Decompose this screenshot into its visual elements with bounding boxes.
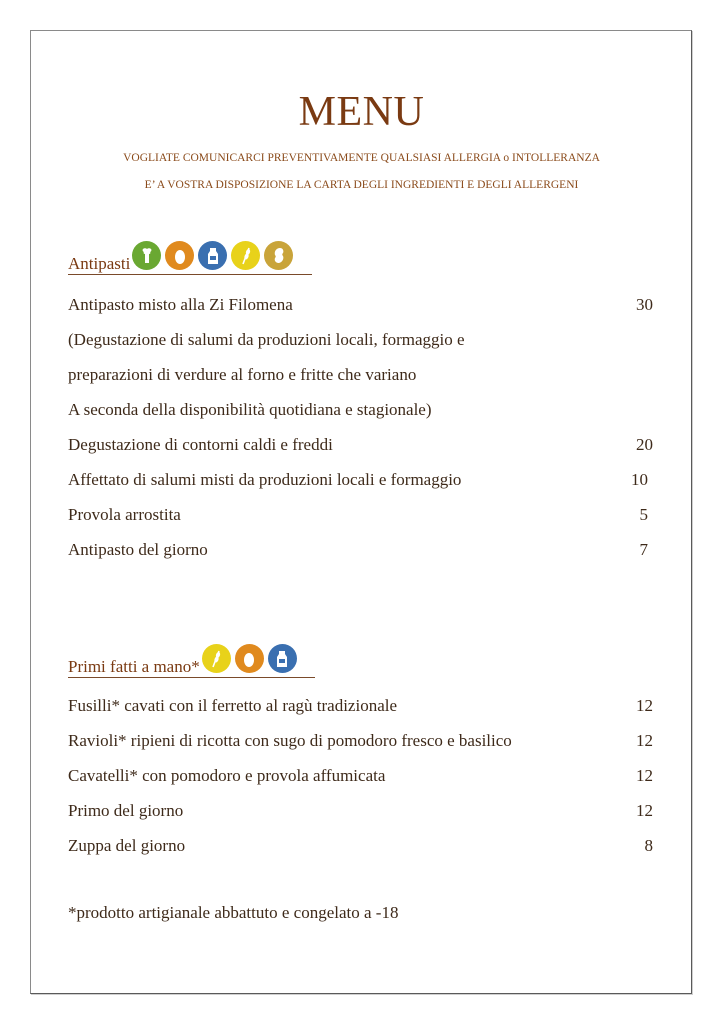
gluten-icon [231, 241, 260, 270]
item-price: 30 [636, 295, 653, 314]
menu-item [68, 433, 653, 457]
item-name: Primo del giorno [68, 801, 184, 820]
ingredients-notice: E’ A VOSTRA DISPOSIZIONE LA CARTA DEGLI INGREDIENTI E DEGLI ALLERGENI [144, 179, 579, 191]
menu-item [68, 293, 653, 317]
item-price: 12 [636, 766, 653, 785]
item-price: 20 [636, 435, 653, 454]
item-name: Affettato di salumi misti da produzioni locali e formaggio [68, 470, 462, 489]
menu-item [68, 328, 653, 352]
menu-item [68, 729, 653, 753]
milk-icon [268, 644, 297, 673]
menu-item [68, 398, 653, 422]
menu-item [68, 694, 653, 718]
item-name: Zuppa del giorno [68, 836, 186, 855]
item-description: preparazioni di verdure al forno e fritte che variano [68, 365, 417, 384]
allergen-icons [132, 241, 293, 270]
menu-item [68, 834, 653, 858]
item-name: Ravioli* ripieni di ricotta con sugo di pomodoro fresco e basilico [68, 731, 512, 750]
menu-item [68, 764, 653, 788]
menu-item [68, 363, 653, 387]
peanut-icon [264, 241, 293, 270]
item-name: Antipasto del giorno [68, 540, 208, 559]
section-heading-antipasti [68, 241, 312, 275]
item-price: 7 [639, 540, 648, 559]
menu-item [68, 538, 648, 562]
menu-item [68, 799, 653, 823]
item-description: A seconda della disponibilità quotidiana e stagionale) [68, 400, 432, 419]
egg-icon [235, 644, 264, 673]
item-name: Fusilli* cavati con il ferretto al ragù tradizionale [68, 696, 398, 715]
item-name: Cavatelli* con pomodoro e provola affumicata [68, 766, 386, 785]
page-title: MENU [298, 89, 425, 135]
item-price: 12 [636, 731, 653, 750]
item-name: Provola arrostita [68, 505, 181, 524]
menu-item [68, 468, 648, 492]
item-name: Antipasto misto alla Zi Filomena [68, 295, 293, 314]
footnote: *prodotto artigianale abbattuto e congelato a -18 [68, 903, 399, 922]
item-price: 8 [644, 836, 653, 855]
milk-icon [198, 241, 227, 270]
celery-icon [132, 241, 161, 270]
item-price: 12 [636, 696, 653, 715]
item-description: (Degustazione di salumi da produzioni locali, formaggio e [68, 330, 465, 349]
item-name: Degustazione di contorni caldi e freddi [68, 435, 333, 454]
section-title: Primi fatti a mano* [68, 657, 200, 676]
gluten-icon [202, 644, 231, 673]
section-title: Antipasti [68, 254, 131, 273]
section-heading-primi [68, 644, 315, 678]
allergy-notice: VOGLIATE COMUNICARCI PREVENTIVAMENTE QUALSIASI ALLERGIA o INTOLLERANZA [123, 152, 600, 164]
item-price: 5 [639, 505, 648, 524]
allergen-icons [202, 644, 297, 673]
menu-item [68, 503, 648, 527]
egg-icon [165, 241, 194, 270]
item-price: 10 [631, 470, 648, 489]
item-price: 12 [636, 801, 653, 820]
